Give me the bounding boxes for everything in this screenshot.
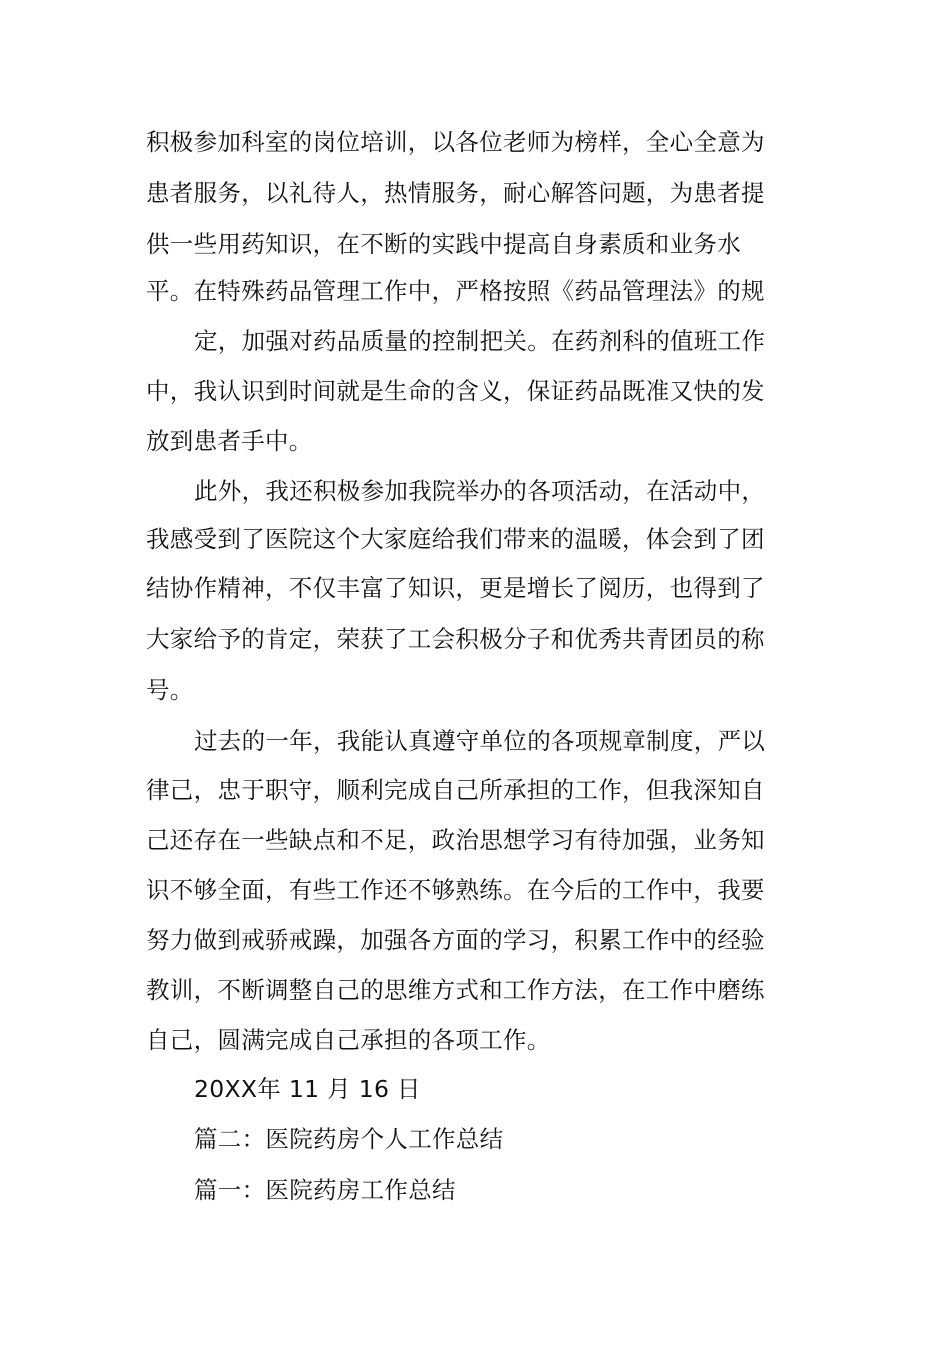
- paragraph-line: 努力做到戒骄戒躁，加强各方面的学习，积累工作中的经验: [146, 926, 765, 954]
- paragraph-line: 识不够全面，有些工作还不够熟练。在今后的工作中，我要: [146, 876, 765, 904]
- paragraph-line: 此外，我还积极参加我院举办的各项活动，在活动中，: [194, 477, 766, 505]
- paragraph-line: 号。: [146, 676, 194, 704]
- paragraph-line: 律己，忠于职守，顺利完成自己所承担的工作，但我深知自: [146, 776, 765, 804]
- paragraph-line: 大家给予的肯定，荣获了工会积极分子和优秀共青团员的称: [146, 625, 765, 653]
- paragraph-line: 己还存在一些缺点和不足，政治思想学习有待加强，业务知: [146, 826, 765, 854]
- paragraph-line: 积极参加科室的岗位培训，以各位老师为榜样，全心全意为: [146, 128, 765, 156]
- paragraph-line: 平。在特殊药品管理工作中，严格按照《药品管理法》的规: [146, 277, 765, 305]
- related-article-link-2[interactable]: 篇二：医院药房个人工作总结: [194, 1125, 504, 1153]
- paragraph-line: 中，我认识到时间就是生命的含义，保证药品既准又快的发: [146, 377, 765, 405]
- paragraph-line: 教训，不断调整自己的思维方式和工作方法，在工作中磨练: [146, 976, 765, 1004]
- paragraph-line: 供一些用药知识，在不断的实践中提高自身素质和业务水: [146, 230, 741, 258]
- related-article-link-1[interactable]: 篇一：医院药房工作总结: [194, 1176, 456, 1204]
- paragraph-line: 患者服务，以礼待人，热情服务，耐心解答问题，为患者提: [146, 179, 765, 207]
- paragraph-line: 放到患者手中。: [146, 427, 313, 455]
- paragraph-line: 定，加强对药品质量的控制把关。在药剂科的值班工作: [194, 327, 766, 355]
- paragraph-line: 结协作精神，不仅丰富了知识，更是增长了阅历，也得到了: [146, 574, 765, 602]
- date-line: 20XX年 11 月 16 日: [194, 1075, 421, 1103]
- paragraph-line: 我感受到了医院这个大家庭给我们带来的温暖，体会到了团: [146, 525, 765, 553]
- paragraph-line: 自己，圆满完成自己承担的各项工作。: [146, 1026, 551, 1054]
- paragraph-line: 过去的一年，我能认真遵守单位的各项规章制度，严以: [194, 727, 766, 755]
